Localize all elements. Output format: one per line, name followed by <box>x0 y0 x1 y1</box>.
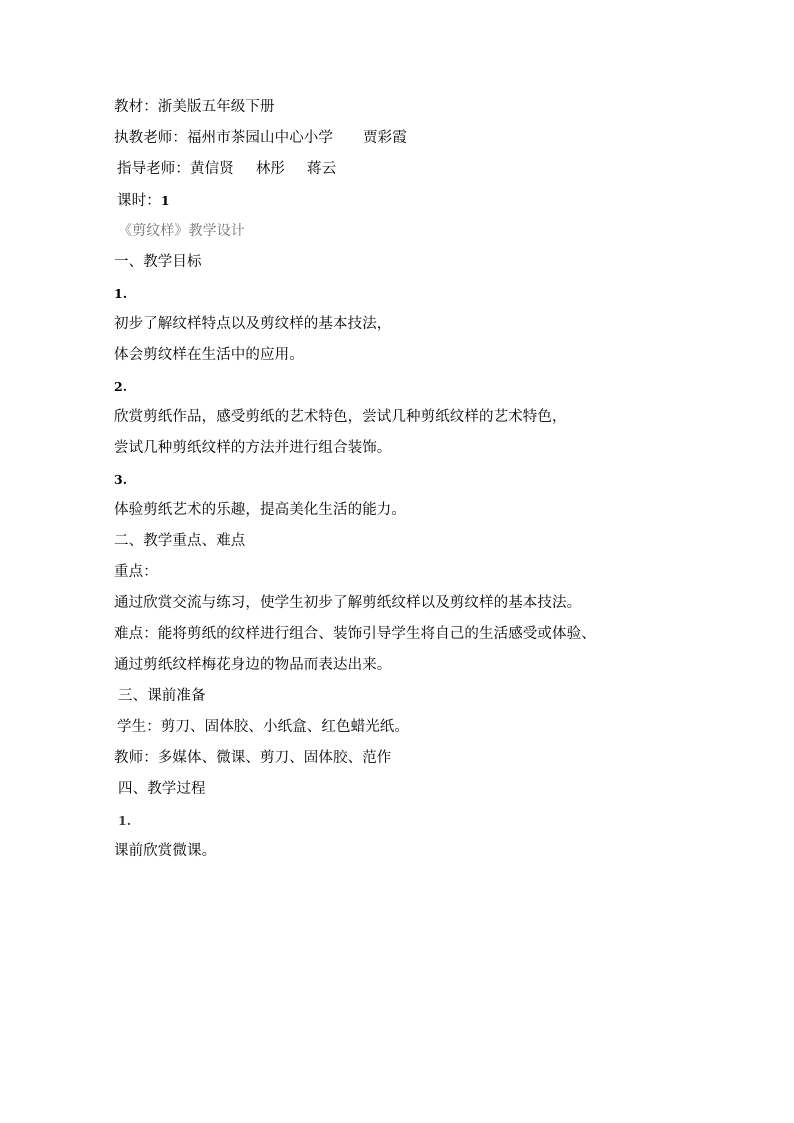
objective-3-line-1: 体验剪纸艺术的乐趣，提高美化生活的能力。 <box>114 502 406 518</box>
teacher-label: 执教老师：福州市茶园山中心小学 <box>114 130 333 146</box>
mentor-line <box>114 154 694 185</box>
key-point-text: 通过欣赏交流与练习，使学生初步了解剪纸纹样以及剪纹样的基本技法。 <box>114 595 582 611</box>
difficult-point-line-2: 通过剪纸纹样梅花身边的物品而表达出来。 <box>114 657 392 673</box>
periods-value: 1 <box>160 193 170 208</box>
process-1-line-1: 课前欣赏微课。 <box>114 843 217 859</box>
objective-1-line-1: 初步了解纹样特点以及剪纹样的基本技法， <box>114 316 392 332</box>
section-heading-process: 四、教学过程 <box>118 781 206 797</box>
objective-2-line-2: 尝试几种剪纸纹样的方法并进行组合装饰。 <box>114 440 392 456</box>
process-number-1: 1. <box>118 813 132 828</box>
section-heading-key-difficult: 二、教学重点、难点 <box>114 533 246 549</box>
mentor-label: 指导老师：黄信贤 <box>117 161 234 177</box>
periods-line <box>114 185 694 216</box>
section-heading-preparation: 三、课前准备 <box>118 688 206 704</box>
mentor-name-3: 蒋云 <box>307 161 337 177</box>
page-title: 《剪纹样》教学设计 <box>118 223 245 239</box>
objective-2-line-1: 欣赏剪纸作品，感受剪纸的艺术特色，尝试几种剪纸纹样的艺术特色， <box>114 409 567 425</box>
mentor-name-2: 林彤 <box>255 161 286 177</box>
teacher-name: 贾彩霞 <box>363 130 407 146</box>
objective-number-1: 1. <box>114 286 128 301</box>
teacher-line <box>114 123 694 154</box>
preparation-students: 学生：剪刀、固体胶、小纸盒、红色蜡光纸。 <box>117 719 409 735</box>
textbook-line: 教材：浙美版五年级下册 <box>114 99 275 115</box>
objective-number-2: 2. <box>114 379 128 394</box>
periods-label: 课时： <box>117 193 161 209</box>
objective-1-line-2: 体会剪纹样在生活中的应用。 <box>114 347 304 363</box>
key-point-label: 重点： <box>114 564 158 580</box>
document-body <box>114 92 694 867</box>
objective-number-3: 3. <box>114 472 128 487</box>
section-heading-objectives: 一、教学目标 <box>114 254 202 270</box>
difficult-point-line-1: 难点：能将剪纸的纹样进行组合、装饰引导学生将自己的生活感受或体验、 <box>114 626 596 642</box>
preparation-teacher: 教师：多媒体、微课、剪刀、固体胶、范作 <box>114 750 392 766</box>
